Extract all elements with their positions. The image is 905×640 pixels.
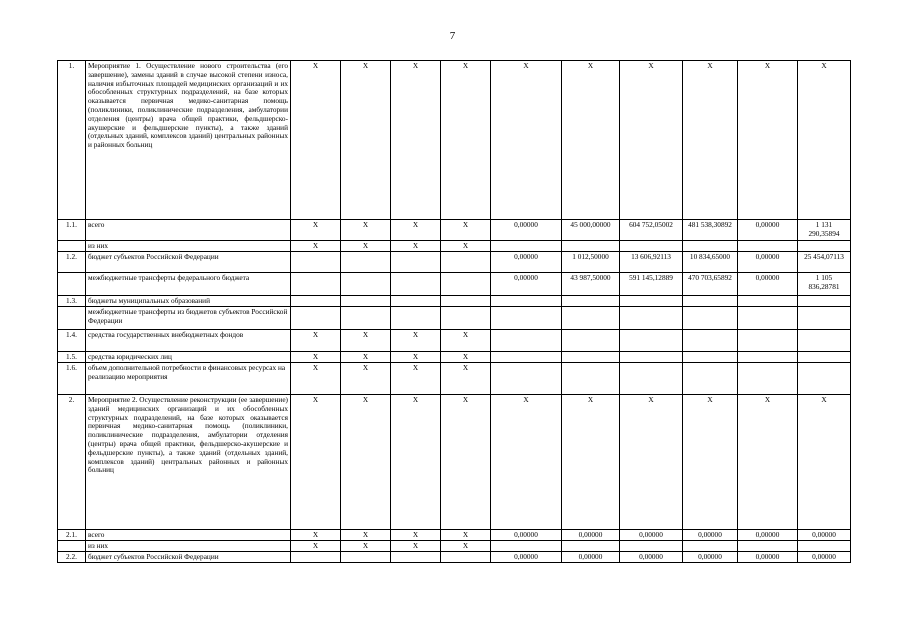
value-cell xyxy=(738,296,798,307)
value-cell: 0,00000 xyxy=(620,530,683,541)
value-cell xyxy=(491,330,562,352)
value-cell xyxy=(562,241,620,252)
mark-cell: X xyxy=(341,330,391,352)
value-cell: X xyxy=(491,395,562,530)
value-cell xyxy=(620,307,683,330)
mark-cell: X xyxy=(341,220,391,241)
mark-cell: X xyxy=(341,395,391,530)
mark-cell: X xyxy=(341,61,391,220)
value-cell: 0,00000 xyxy=(562,552,620,563)
value-cell: 0,00000 xyxy=(738,552,798,563)
value-cell xyxy=(562,330,620,352)
row-number: 2. xyxy=(58,395,86,530)
mark-cell: X xyxy=(391,352,441,363)
value-cell: 0,00000 xyxy=(683,530,738,541)
mark-cell: X xyxy=(441,541,491,552)
mark-cell: X xyxy=(441,330,491,352)
mark-cell xyxy=(291,273,341,296)
value-cell xyxy=(683,330,738,352)
mark-cell: X xyxy=(291,541,341,552)
mark-cell: X xyxy=(391,363,441,395)
table-row xyxy=(58,241,851,252)
mark-cell: X xyxy=(291,220,341,241)
value-cell: 0,00000 xyxy=(491,252,562,273)
mark-cell: X xyxy=(291,395,341,530)
row-description: межбюджетные трансферты из бюджетов субъектов Российской Федерации xyxy=(86,307,291,330)
mark-cell: X xyxy=(441,363,491,395)
value-cell: 481 538,30892 xyxy=(683,220,738,241)
value-cell xyxy=(491,352,562,363)
value-cell xyxy=(620,330,683,352)
value-cell: 0,00000 xyxy=(491,552,562,563)
mark-cell: X xyxy=(291,330,341,352)
value-cell xyxy=(491,241,562,252)
mark-cell xyxy=(391,307,441,330)
mark-cell: X xyxy=(391,61,441,220)
value-cell: X xyxy=(620,61,683,220)
mark-cell: X xyxy=(291,61,341,220)
value-cell xyxy=(798,307,851,330)
mark-cell xyxy=(291,296,341,307)
mark-cell: X xyxy=(291,241,341,252)
row-number xyxy=(58,241,86,252)
budget-table xyxy=(57,60,851,563)
row-number: 2.2. xyxy=(58,552,86,563)
row-number xyxy=(58,541,86,552)
mark-cell xyxy=(391,252,441,273)
mark-cell: X xyxy=(291,530,341,541)
value-cell xyxy=(738,541,798,552)
value-cell xyxy=(798,296,851,307)
mark-cell: X xyxy=(391,530,441,541)
table-row xyxy=(58,552,851,563)
value-cell xyxy=(491,363,562,395)
value-cell xyxy=(562,352,620,363)
row-description: объем дополнительной потребности в финансовых ресурсах на реализацию мероприятия xyxy=(86,363,291,395)
value-cell xyxy=(738,363,798,395)
value-cell: 591 145,12889 xyxy=(620,273,683,296)
mark-cell xyxy=(341,273,391,296)
mark-cell xyxy=(341,307,391,330)
value-cell: 0,00000 xyxy=(491,273,562,296)
mark-cell: X xyxy=(341,363,391,395)
value-cell xyxy=(620,241,683,252)
row-number: 1.5. xyxy=(58,352,86,363)
row-description: межбюджетные трансферты федерального бюджета xyxy=(86,273,291,296)
value-cell xyxy=(683,241,738,252)
table-row xyxy=(58,541,851,552)
value-cell xyxy=(491,296,562,307)
mark-cell: X xyxy=(391,541,441,552)
value-cell xyxy=(683,363,738,395)
row-description: Мероприятие 1. Осуществление нового строительства (его завершение), замены зданий в случае высокой степени износа, наличия избыточных площадей медицинских организаций и их обособленных структурных подразделений, на базе которых оказывается первичная медико-санитарная помощь (поликлиники, поликлинические подразделения, амбулатории отделения (центры) врача общей практики, фельдшерско-акушерские и фельдшерские пункты), а также зданий (отдельных зданий, комплексов зданий) центральных районных и районных больниц xyxy=(86,61,291,220)
value-cell: 1 131 290,35894 xyxy=(798,220,851,241)
value-cell xyxy=(798,363,851,395)
row-description: из них xyxy=(86,541,291,552)
table-row xyxy=(58,307,851,330)
row-description: бюджеты муниципальных образований xyxy=(86,296,291,307)
mark-cell xyxy=(341,552,391,563)
value-cell xyxy=(620,363,683,395)
value-cell xyxy=(562,296,620,307)
table-row xyxy=(58,363,851,395)
value-cell: 0,00000 xyxy=(562,530,620,541)
table-row xyxy=(58,296,851,307)
value-cell: X xyxy=(620,395,683,530)
row-description: средства юридических лиц xyxy=(86,352,291,363)
row-number: 1.3. xyxy=(58,296,86,307)
page-number: 7 xyxy=(449,30,456,42)
value-cell: 0,00000 xyxy=(738,252,798,273)
row-number: 1. xyxy=(58,61,86,220)
value-cell xyxy=(562,363,620,395)
value-cell: 0,00000 xyxy=(738,530,798,541)
value-cell xyxy=(738,352,798,363)
row-description: бюджет субъектов Российской Федерации xyxy=(86,552,291,563)
row-number xyxy=(58,307,86,330)
value-cell: 0,00000 xyxy=(798,530,851,541)
row-number: 2.1. xyxy=(58,530,86,541)
value-cell: 13 606,92113 xyxy=(620,252,683,273)
row-number: 1.2. xyxy=(58,252,86,273)
mark-cell xyxy=(441,252,491,273)
row-description: всего xyxy=(86,530,291,541)
value-cell xyxy=(798,352,851,363)
mark-cell xyxy=(441,307,491,330)
value-cell xyxy=(491,307,562,330)
mark-cell: X xyxy=(391,395,441,530)
value-cell xyxy=(620,352,683,363)
value-cell: 0,00000 xyxy=(738,220,798,241)
value-cell xyxy=(491,541,562,552)
mark-cell: X xyxy=(441,61,491,220)
table-row xyxy=(58,352,851,363)
value-cell: X xyxy=(798,61,851,220)
value-cell: 1 105 836,28781 xyxy=(798,273,851,296)
row-number xyxy=(58,273,86,296)
mark-cell xyxy=(291,307,341,330)
value-cell: 0,00000 xyxy=(620,552,683,563)
value-cell: X xyxy=(738,395,798,530)
value-cell: X xyxy=(562,61,620,220)
value-cell xyxy=(683,307,738,330)
mark-cell: X xyxy=(441,352,491,363)
table-row xyxy=(58,220,851,241)
mark-cell xyxy=(341,296,391,307)
row-number: 1.6. xyxy=(58,363,86,395)
table-row xyxy=(58,395,851,530)
value-cell: 0,00000 xyxy=(491,530,562,541)
table-row xyxy=(58,330,851,352)
value-cell: 0,00000 xyxy=(738,273,798,296)
mark-cell xyxy=(391,273,441,296)
table-row xyxy=(58,273,851,296)
value-cell: X xyxy=(798,395,851,530)
mark-cell: X xyxy=(441,395,491,530)
table-body xyxy=(58,61,851,563)
value-cell xyxy=(620,541,683,552)
value-cell: 10 834,65000 xyxy=(683,252,738,273)
value-cell xyxy=(683,352,738,363)
mark-cell: X xyxy=(391,330,441,352)
mark-cell xyxy=(391,552,441,563)
mark-cell xyxy=(441,552,491,563)
value-cell xyxy=(798,241,851,252)
value-cell: X xyxy=(738,61,798,220)
value-cell: 1 012,50000 xyxy=(562,252,620,273)
value-cell: X xyxy=(491,61,562,220)
value-cell: 604 752,05002 xyxy=(620,220,683,241)
value-cell xyxy=(562,541,620,552)
mark-cell: X xyxy=(391,241,441,252)
mark-cell: X xyxy=(341,530,391,541)
value-cell: 0,00000 xyxy=(683,552,738,563)
value-cell xyxy=(738,241,798,252)
value-cell xyxy=(738,307,798,330)
row-number: 1.1. xyxy=(58,220,86,241)
row-description: средства государственных внебюджетных фондов xyxy=(86,330,291,352)
value-cell xyxy=(738,330,798,352)
value-cell: 0,00000 xyxy=(798,552,851,563)
table-row xyxy=(58,61,851,220)
value-cell xyxy=(683,296,738,307)
mark-cell: X xyxy=(441,530,491,541)
value-cell: 470 703,65892 xyxy=(683,273,738,296)
mark-cell xyxy=(291,552,341,563)
mark-cell xyxy=(441,296,491,307)
row-description: из них xyxy=(86,241,291,252)
value-cell: X xyxy=(683,395,738,530)
value-cell: 43 987,50000 xyxy=(562,273,620,296)
value-cell: 45 000,00000 xyxy=(562,220,620,241)
row-description: Мероприятие 2. Осуществление реконструкции (ее завершение) зданий медицинских организаций и их обособленных структурных подразделений, на базе которых оказывается первичная медико-санитарная помощь (поликлиники, поликлинические подразделения, амбулатории отделения (центры) врача общей практики, фельдшерско-акушерские и фельдшерские пункты), а также зданий (отдельных зданий, комплексов зданий) центральных районных и районных больниц xyxy=(86,395,291,530)
mark-cell: X xyxy=(341,352,391,363)
mark-cell: X xyxy=(391,220,441,241)
mark-cell: X xyxy=(341,241,391,252)
table-row xyxy=(58,252,851,273)
row-description: бюджет субъектов Российской Федерации xyxy=(86,252,291,273)
value-cell: 25 454,07113 xyxy=(798,252,851,273)
value-cell xyxy=(562,307,620,330)
value-cell xyxy=(798,330,851,352)
mark-cell xyxy=(291,252,341,273)
mark-cell: X xyxy=(291,363,341,395)
value-cell xyxy=(798,541,851,552)
mark-cell xyxy=(441,273,491,296)
row-description: всего xyxy=(86,220,291,241)
mark-cell: X xyxy=(441,241,491,252)
mark-cell xyxy=(341,252,391,273)
value-cell: X xyxy=(683,61,738,220)
value-cell: 0,00000 xyxy=(491,220,562,241)
value-cell: X xyxy=(562,395,620,530)
mark-cell: X xyxy=(441,220,491,241)
row-number: 1.4. xyxy=(58,330,86,352)
value-cell xyxy=(683,541,738,552)
mark-cell xyxy=(391,296,441,307)
value-cell xyxy=(620,296,683,307)
mark-cell: X xyxy=(291,352,341,363)
mark-cell: X xyxy=(341,541,391,552)
table-row xyxy=(58,530,851,541)
